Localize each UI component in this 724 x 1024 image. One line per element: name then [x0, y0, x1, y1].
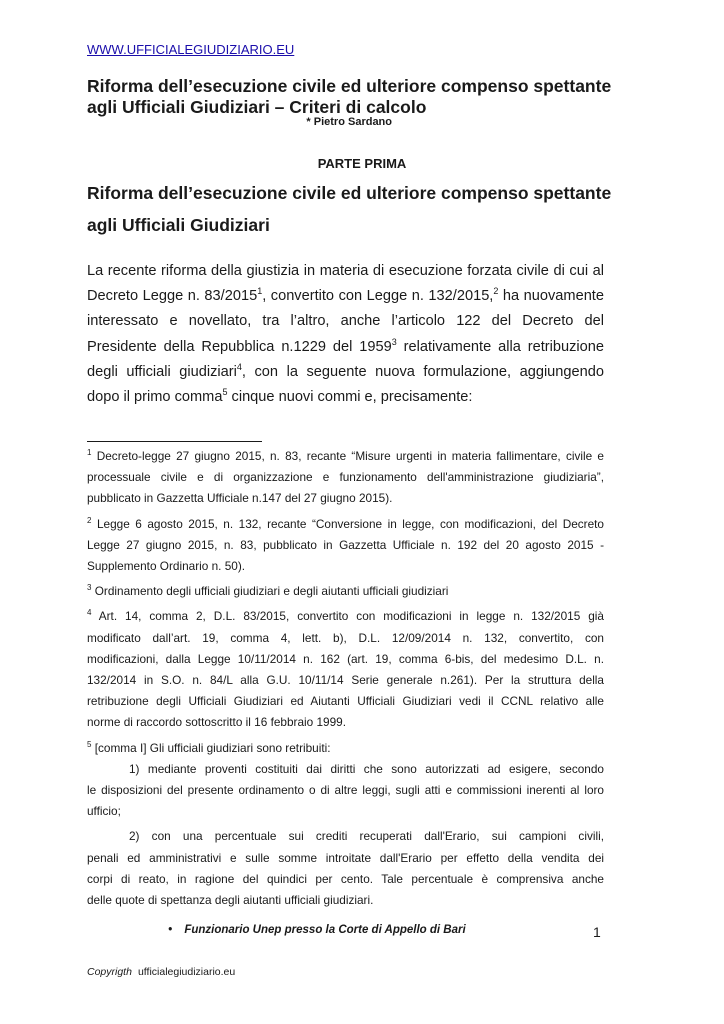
- footnote-number-4: 4: [87, 608, 92, 618]
- copyright-site: ufficialegiudiziario.eu: [137, 966, 236, 978]
- author-name: * Pietro Sardano: [306, 116, 392, 128]
- footnote-2: $^2$ Legge 6 agosto 2015, n. 132, recante “Conversione in legge, con modificazioni, del Decreto Legge 27 giugno 2015, n. 83, pubblicato in Gazzetta Ufficiale n. 192 del 20 agosto 2015 - Supplemento Ordinario n. 50).: [87, 515, 604, 574]
- footnote-4: $^4$ Art. 14, comma 2, D.L. 83/2015, convertito con modificazioni in legge n. 132/2015 già modificato dall’art. 19, comma 4, lett. b), D.L. 12/09/2014 n. 132, convertito, con modificazioni, dalla Legge 10/11/2014 n. 162 (art. 19, comma 6-bis, del medesimo D.L. n. 132/2014 in S.O. n. 84/L alla G.U. 10/11/14 Serie generale n.261). Per la struttura della retribuzione degli Ufficiali Giudiziari ed Aiutanti Ufficiali Giudiziari vedi il CCNL relativo alle norme di raccordo sottoscritto il 16 febbraio 1999.: [87, 608, 604, 730]
- bullet-icon: •: [168, 924, 173, 936]
- footnote-ref-3[interactable]: 3: [391, 336, 397, 347]
- body-line-2: Decreto Legge n. 83/2015$^1$, convertito con Legge n. 132/2015,$^2$ ha nuovamente: [87, 286, 604, 305]
- section-title: [87, 177, 647, 241]
- document-title-line-1: Riforma dell’esecuzione civile ed ulteriore compenso spettante: [87, 76, 612, 96]
- body-line-4: Presidente della Repubblica n.1229 del 1959$^3$ relativamente alla retribuzione: [87, 336, 604, 355]
- copyright-label: Copyrigth: [87, 966, 132, 978]
- copyright-line: [87, 966, 235, 978]
- section-title-line-2: agli Ufficiali Giudiziari: [87, 215, 270, 235]
- footnote-5-item-2: 2) con una percentuale sui crediti recuperati dall'Erario, sui campioni civili,: [129, 829, 604, 844]
- body-paragraph: [87, 259, 604, 410]
- body-line-6: dopo il primo comma$^5$ cinque nuovi commi e, precisamente:: [87, 387, 473, 406]
- document-title: [87, 76, 647, 118]
- body-line-5: degli ufficiali giudiziari$^4$, con la seguente nuova formulazione, aggiungendo: [87, 361, 604, 380]
- footnote-separator: [87, 441, 262, 442]
- body-line-3: interessato e novellato, tra l’altro, anche l’articolo 122 del Decreto del: [87, 313, 604, 330]
- part-heading: PARTE PRIMA: [317, 156, 407, 171]
- footnote-number-5: 5: [87, 739, 92, 749]
- affiliation-text: Funzionario Unep presso la Corte di Appello di Bari: [184, 924, 466, 936]
- document-title-line-2: agli Ufficiali Giudiziari – Criteri di calcolo: [87, 97, 427, 117]
- footnote-1: $^1$ Decreto-legge 27 giugno 2015, n. 83, recante “Misure urgenti in materia fallimentare, civile e processuale civile e di organizzazione e funzionamento dell'amministrazione giudiziaria”, pubblicato in Gazzetta Ufficiale n.147 del 27 giugno 2015).: [87, 448, 604, 506]
- footnote-number-1: 1: [87, 448, 92, 458]
- footnote-5-item-1: 1) mediante proventi costituiti dai diritti che sono autorizzati ad esigere, secondo: [129, 761, 604, 776]
- footnote-number-2: 2: [87, 515, 92, 525]
- footnote-ref-2[interactable]: 2: [493, 286, 499, 297]
- footnote-ref-1[interactable]: 1: [257, 286, 263, 297]
- footnote-ref-4[interactable]: 4: [236, 361, 242, 372]
- footnote-5: $^5$ [comma I] Gli ufficiali giudiziari sono retribuiti: 1) mediante proventi costituiti dai diritti che sono autorizzati ad esigere, secondo le disposizioni del presente ordinamento o di altre leggi, sugli atti e commissioni inerenti al loro ufficio; 2) con una percentuale sui crediti recuperati dall'Erario, sui campioni civili, penali ed amministrativi e sulle somme introitate dall'Erario per effetto della vendita dei corpi di reato, in ragione del quindici per cento. Tale percentuale è comprensiva anche delle quote di spettanza degli aiutanti ufficiali giudiziari.: [87, 739, 604, 908]
- body-line-1: La recente riforma della giustizia in materia di esecuzione forzata civile di cui al: [87, 263, 604, 279]
- website-link[interactable]: WWW.UFFICIALEGIUDIZIARIO.EU: [87, 42, 295, 57]
- page-number: 1: [593, 924, 601, 940]
- footnote-3: $^3$ Ordinamento degli ufficiali giudiziari e degli aiutanti ufficiali giudiziari: [87, 583, 449, 599]
- footnote-number-3: 3: [87, 583, 92, 593]
- footnotes: [87, 446, 604, 915]
- section-title-line-1: Riforma dell’esecuzione civile ed ulteriore compenso spettante: [87, 183, 612, 203]
- author-affiliation-note: [87, 924, 547, 936]
- footnote-ref-5[interactable]: 5: [222, 387, 228, 398]
